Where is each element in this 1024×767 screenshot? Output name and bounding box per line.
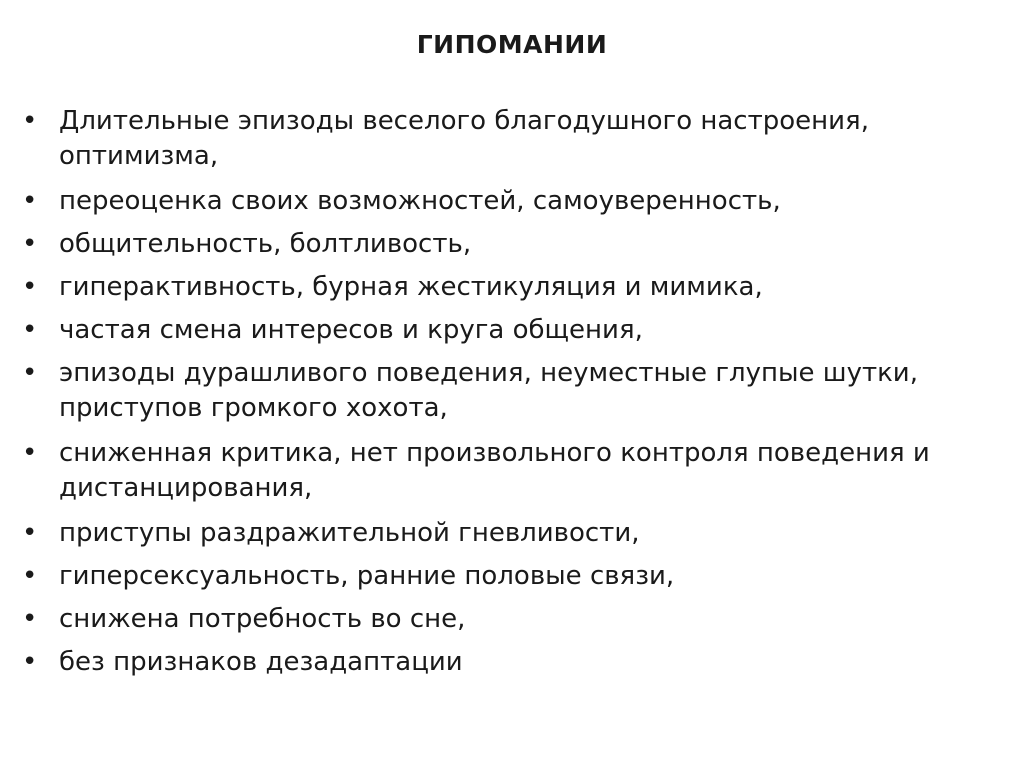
list-item [0, 602, 1024, 637]
list-item [0, 270, 1024, 305]
list-item-text: оптимизма, [59, 141, 219, 171]
list-item-text: без признаков дезадаптации [59, 647, 463, 677]
bullet-icon: • [22, 561, 38, 591]
list-item-text: сниженная критика, нет произвольного контроля поведения и [59, 438, 930, 468]
list-item [0, 356, 1024, 426]
bullet-icon: • [22, 106, 38, 136]
list-item-text: дистанцирования, [59, 473, 313, 503]
list-item-text: приступов громкого хохота, [59, 393, 448, 423]
list-item-text: частая смена интересов и круга общения, [59, 315, 643, 345]
bullet-icon: • [22, 647, 38, 677]
list-item-text: Длительные эпизоды веселого благодушного настроения, [59, 106, 869, 136]
list-item-text: общительность, болтливость, [59, 229, 472, 259]
bullet-icon: • [22, 358, 38, 388]
list-item-text: снижена потребность во сне, [59, 604, 466, 634]
bullet-icon: • [22, 229, 38, 259]
list-item [0, 559, 1024, 594]
list-item [0, 104, 1024, 174]
list-item [0, 313, 1024, 348]
list-item [0, 227, 1024, 262]
list-item-text: приступы раздражительной гневливости, [59, 518, 640, 548]
bullet-list [0, 104, 1024, 688]
bullet-icon: • [22, 604, 38, 634]
list-item-text: гиперактивность, бурная жестикуляция и мимика, [59, 272, 763, 302]
bullet-icon: • [22, 518, 38, 548]
slide-title: ГИПОМАНИИ [416, 30, 608, 59]
list-item [0, 516, 1024, 551]
bullet-icon: • [22, 186, 38, 216]
list-item [0, 436, 1024, 506]
list-item-text: гиперсексуальность, ранние половые связи, [59, 561, 675, 591]
list-item-text: эпизоды дурашливого поведения, неуместные глупые шутки, [59, 358, 918, 388]
list-item [0, 184, 1024, 219]
list-item [0, 645, 1024, 680]
bullet-icon: • [22, 438, 38, 468]
bullet-icon: • [22, 315, 38, 345]
bullet-icon: • [22, 272, 38, 302]
list-item-text: переоценка своих возможностей, самоуверенность, [59, 186, 781, 216]
